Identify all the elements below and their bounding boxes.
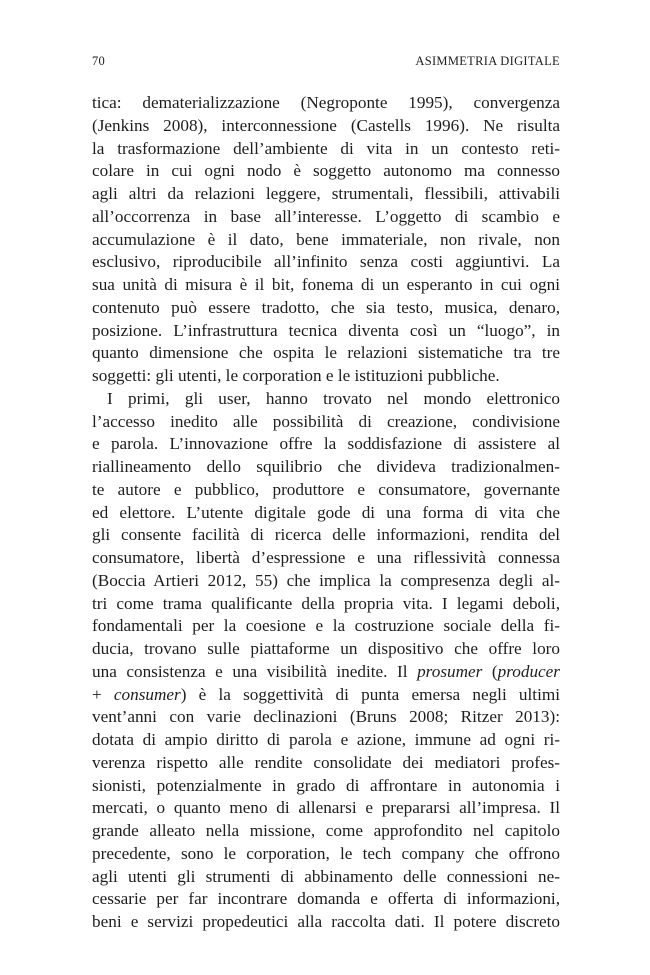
- text-line: [92, 411, 560, 434]
- italic-term: prosumer: [417, 661, 483, 681]
- text-segment: soggetti: gli utenti, le corporation e le istituzioni pubbliche.: [92, 366, 500, 385]
- text-segment: ducia, trovano sulle piattaforme un dispositivo che offre loro: [92, 639, 560, 658]
- text-segment: ) è la soggettività di punta emersa negli ultimi: [180, 684, 560, 704]
- text-segment: contenuto può essere tradotto, che sia testo, musica, denaro,: [92, 297, 560, 317]
- text-line: [92, 456, 560, 479]
- text-line: [92, 251, 560, 274]
- text-line: [92, 365, 560, 388]
- text-line: [92, 297, 560, 320]
- text-line: [92, 115, 560, 138]
- text-line: [92, 888, 560, 911]
- text-segment: (: [482, 661, 498, 681]
- text-segment: l’accesso inedito alle possibilità di creazione, condivisione: [92, 411, 560, 431]
- text-segment: beni e servizi propedeutici alla raccolta dati. Il potere discreto: [92, 912, 560, 931]
- text-line: [92, 684, 560, 707]
- page-number: 70: [92, 54, 106, 68]
- running-title: ASIMMETRIA DIGITALE: [415, 54, 560, 68]
- text-line: [92, 229, 560, 252]
- body-text: [92, 92, 560, 934]
- text-segment: te autore e pubblico, produttore e consumatore, governante: [92, 479, 560, 499]
- text-line: [92, 706, 560, 729]
- text-segment: riallineamento dello squilibrio che divideva tradizionalmen-: [92, 457, 560, 476]
- text-line: [92, 342, 560, 365]
- text-segment: tri come trama qualificante della propria vita. I legami deboli,: [92, 593, 560, 613]
- paragraph: [92, 92, 560, 388]
- text-segment: dotata di ampio diritto di parola e azione, immune ad ogni ri-: [92, 730, 560, 749]
- text-segment: I primi, gli user, hanno trovato nel mondo elettronico: [107, 388, 560, 408]
- text-segment: la trasformazione dell’ambiente di vita in un contesto reti-: [92, 138, 560, 158]
- text-segment: (Boccia Artieri 2012, 55) che implica la compresenza degli al-: [92, 570, 560, 590]
- text-segment: verenza rispetto alle rendite consolidate dei mediatori profes-: [92, 752, 560, 772]
- text-line: [92, 570, 560, 593]
- text-line: [92, 274, 560, 297]
- running-head: [92, 54, 560, 72]
- text-segment: sua unità di misura è il bit, fonema di un esperanto in cui ogni: [92, 275, 560, 294]
- text-segment: sionisti, potenzialmente in grado di affrontare in autonomia i: [92, 775, 560, 795]
- italic-term: producer: [497, 661, 560, 681]
- text-segment: precedente, sono le corporation, le tech company che offrono: [92, 843, 560, 863]
- text-segment: gli consente facilità di ricerca delle informazioni, rendita del: [92, 525, 560, 545]
- text-line: [92, 92, 560, 115]
- text-line: [92, 479, 560, 502]
- text-segment: tica: dematerializzazione (Negroponte 1995), convergenza: [92, 93, 560, 112]
- text-line: [92, 752, 560, 775]
- text-segment: vent’anni con varie declinazioni (Bruns 2008; Ritzer 2013):: [92, 707, 560, 727]
- text-segment: +: [92, 684, 114, 704]
- text-line: [92, 320, 560, 343]
- text-line: [92, 593, 560, 616]
- text-segment: fondamentali per la coesione e la costruzione sociale della fi-: [92, 616, 560, 636]
- text-line: [92, 820, 560, 843]
- italic-term: consumer: [113, 684, 181, 704]
- text-line: [92, 388, 560, 411]
- text-segment: grande alleato nella missione, come approfondito nel capitolo: [92, 821, 560, 840]
- text-line: [92, 797, 560, 820]
- text-line: [92, 729, 560, 752]
- paragraph: [92, 388, 560, 934]
- text-line: [92, 615, 560, 638]
- text-line: [92, 775, 560, 798]
- text-segment: e parola. L’innovazione offre la soddisfazione di assistere al: [92, 434, 560, 454]
- text-line: [92, 183, 560, 206]
- text-line: [92, 843, 560, 866]
- text-segment: cessarie per far incontrare domanda e offerta di informazioni,: [92, 889, 560, 909]
- text-segment: agli utenti gli strumenti di abbinamento delle connessioni ne-: [92, 866, 560, 886]
- text-segment: all’occorrenza in base all’interesse. L’oggetto di scambio e: [92, 206, 560, 226]
- text-line: [92, 433, 560, 456]
- text-segment: accumulazione è il dato, bene immateriale, non rivale, non: [92, 229, 560, 249]
- text-segment: esclusivo, riproducibile all’infinito senza costi aggiuntivi. La: [92, 252, 560, 272]
- text-segment: (Jenkins 2008), interconnessione (Castells 1996). Ne risulta: [92, 115, 560, 135]
- text-line: [92, 547, 560, 570]
- text-segment: una consistenza e una visibilità inedite. Il: [92, 661, 418, 681]
- text-line: [92, 502, 560, 525]
- text-segment: mercati, o quanto meno di allenarsi e prepararsi all’impresa. Il: [92, 798, 560, 818]
- text-line: [92, 206, 560, 229]
- text-line: [92, 911, 560, 934]
- text-segment: agli altri da relazioni leggere, strumentali, flessibili, attivabili: [92, 184, 560, 203]
- text-segment: colare in cui ogni nodo è soggetto autonomo ma connesso: [92, 161, 560, 181]
- text-line: [92, 524, 560, 547]
- text-segment: quanto dimensione che ospita le relazioni sistematiche tra tre: [92, 343, 560, 363]
- text-line: [92, 638, 560, 661]
- text-segment: consumatore, libertà d’espressione e una riflessività connessa: [92, 548, 560, 567]
- text-line: [92, 138, 560, 161]
- text-line: [92, 160, 560, 183]
- text-segment: ed elettore. L’utente digitale gode di una forma di vita che: [92, 502, 560, 522]
- text-line: [92, 661, 560, 684]
- text-segment: posizione. L’infrastruttura tecnica diventa così un “luogo”, in: [92, 320, 560, 340]
- text-line: [92, 866, 560, 889]
